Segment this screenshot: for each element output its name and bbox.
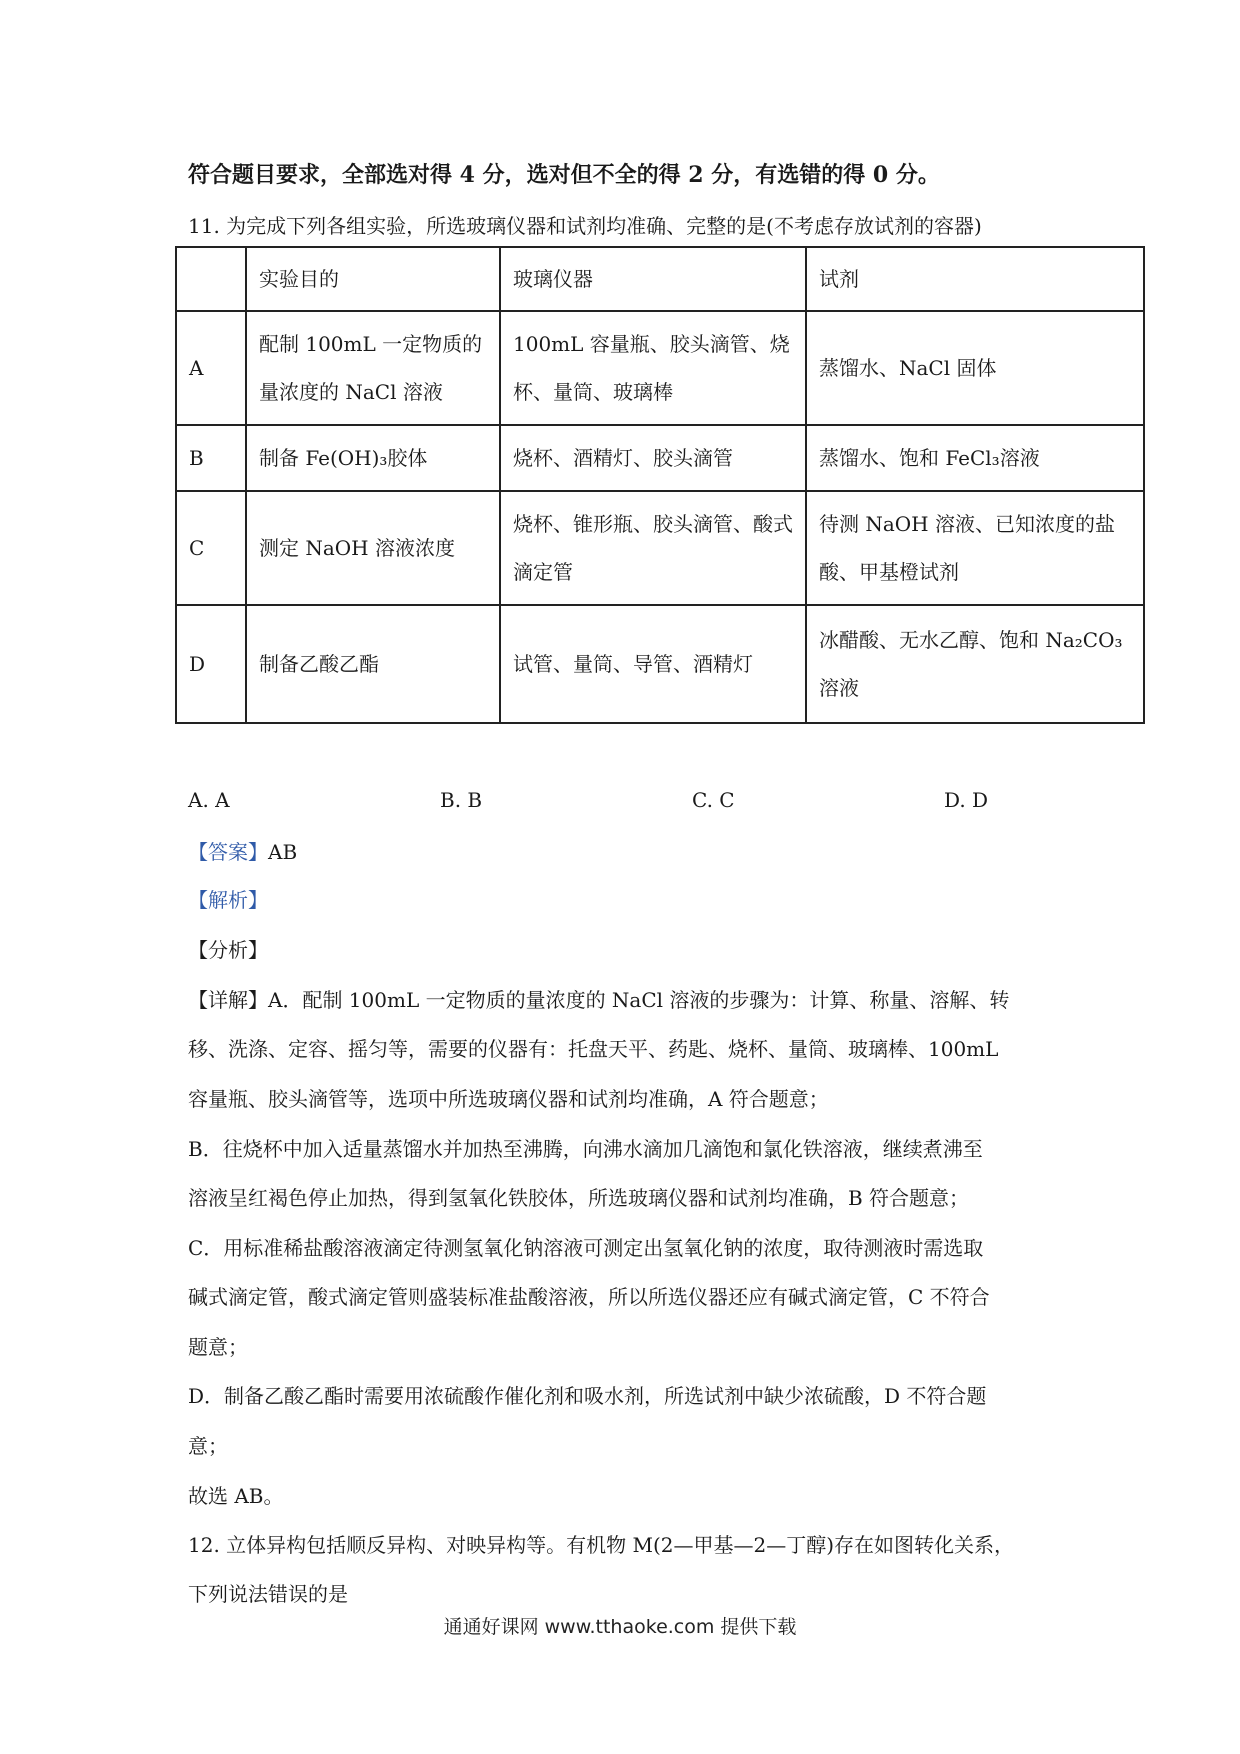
table-row	[176, 491, 1144, 605]
analysis-tag: 【解析】	[188, 888, 268, 912]
cell-line: 冰醋酸、无水乙醇、饱和 Na₂CO₃	[819, 628, 1123, 652]
answer-tag: 【答案】	[188, 840, 268, 864]
question-12-stem: 下列说法错误的是	[188, 1582, 348, 1606]
goal-cell	[246, 311, 500, 425]
analysis-line	[188, 884, 268, 913]
glass-cell	[500, 425, 806, 491]
table-row	[176, 605, 1144, 723]
table-header-cell: 实验目的	[246, 247, 500, 311]
fenxi-tag: 【分析】	[188, 938, 268, 962]
glass-cell	[500, 605, 806, 723]
table-header-cell: 玻璃仪器	[500, 247, 806, 311]
answer-options	[188, 788, 1028, 818]
explanation-line: B．往烧杯中加入适量蒸馏水并加热至沸腾，向沸水滴加几滴饱和氯化铁溶液，继续煮沸至	[188, 1137, 983, 1161]
reagent-cell	[806, 605, 1144, 723]
glass-cell	[500, 311, 806, 425]
cell-line: 烧杯、酒精灯、胶头滴管	[513, 446, 733, 470]
section-instruction: 符合题目要求，全部选对得 4 分，选对但不全的得 2 分，有选错的得 0 分。	[188, 162, 940, 188]
cell-line: 测定 NaOH 溶液浓度	[259, 536, 455, 560]
cell-line: 滴定管	[513, 560, 573, 584]
goal-cell	[246, 605, 500, 723]
cell-line: 待测 NaOH 溶液、已知浓度的盐	[819, 512, 1115, 536]
option-a: A. A	[188, 788, 230, 812]
table-row	[176, 425, 1144, 491]
reagent-cell	[806, 491, 1144, 605]
cell-line: 蒸馏水、NaCl 固体	[819, 356, 997, 380]
fenxi-line	[188, 934, 268, 963]
row-id-cell: A	[176, 311, 246, 425]
row-id-cell: C	[176, 491, 246, 605]
explanation-line: D．制备乙酸乙酯时需要用浓硫酸作催化剂和吸水剂，所选试剂中缺少浓硫酸，D 不符合题	[188, 1384, 987, 1408]
answer-value: AB	[268, 840, 298, 864]
cell-line: 制备 Fe(OH)₃胶体	[259, 446, 428, 470]
question-12-stem: 12. 立体异构包括顺反异构、对映异构等。有机物 M(2—甲基—2—丁醇)存在如图转化关系，	[188, 1533, 1015, 1557]
reagent-cell	[806, 425, 1144, 491]
explanation-line: 碱式滴定管，酸式滴定管则盛装标准盐酸溶液，所以所选仪器还应有碱式滴定管，C 不符合	[188, 1285, 990, 1309]
table-header-cell	[176, 247, 246, 311]
explanation-line: 溶液呈红褐色停止加热，得到氢氧化铁胶体，所选玻璃仪器和试剂均准确，B 符合题意；	[188, 1186, 970, 1210]
cell-line: 烧杯、锥形瓶、胶头滴管、酸式	[513, 512, 793, 536]
table-row	[176, 311, 1144, 425]
explanation-line: 容量瓶、胶头滴管等，选项中所选玻璃仪器和试剂均准确，A 符合题意；	[188, 1087, 829, 1111]
option-b: B. B	[440, 788, 483, 812]
explanation-line: 题意；	[188, 1335, 248, 1359]
explanation-line: 【详解】A．配制 100mL 一定物质的量浓度的 NaCl 溶液的步骤为：计算、称量、溶解、转	[188, 988, 1010, 1012]
cell-line: 酸、甲基橙试剂	[819, 560, 959, 584]
explanation-line: 故选 AB。	[188, 1484, 284, 1508]
row-id-cell: D	[176, 605, 246, 723]
goal-cell	[246, 491, 500, 605]
cell-line: 量浓度的 NaCl 溶液	[259, 380, 443, 404]
cell-line: 配制 100mL 一定物质的	[259, 332, 483, 356]
answer-line	[188, 836, 297, 865]
option-c: C. C	[692, 788, 735, 812]
cell-line: 溶液	[819, 676, 859, 700]
row-id-cell: B	[176, 425, 246, 491]
option-d: D. D	[944, 788, 989, 812]
experiment-table	[175, 246, 1145, 724]
page-footer: 通通好课网 www.tthaoke.com 提供下载	[443, 1616, 797, 1638]
cell-line: 制备乙酸乙酯	[259, 652, 379, 676]
glass-cell	[500, 491, 806, 605]
cell-line: 100mL 容量瓶、胶头滴管、烧	[513, 332, 790, 356]
cell-line: 蒸馏水、饱和 FeCl₃溶液	[819, 446, 1040, 470]
cell-line: 试管、量筒、导管、酒精灯	[513, 652, 753, 676]
explanation-line: 移、洗涤、定容、摇匀等，需要的仪器有：托盘天平、药匙、烧杯、量筒、玻璃棒、100mL	[188, 1037, 999, 1061]
explanation-line: 意；	[188, 1434, 228, 1458]
goal-cell	[246, 425, 500, 491]
explanation-line: C．用标准稀盐酸溶液滴定待测氢氧化钠溶液可测定出氢氧化钠的浓度，取待测液时需选取	[188, 1236, 984, 1260]
question-11-stem: 11. 为完成下列各组实验，所选玻璃仪器和试剂均准确、完整的是(不考虑存放试剂的容器)	[188, 214, 982, 238]
reagent-cell	[806, 311, 1144, 425]
table-header-cell: 试剂	[806, 247, 1144, 311]
cell-line: 杯、量筒、玻璃棒	[513, 380, 673, 404]
table-header-row	[176, 247, 1144, 311]
